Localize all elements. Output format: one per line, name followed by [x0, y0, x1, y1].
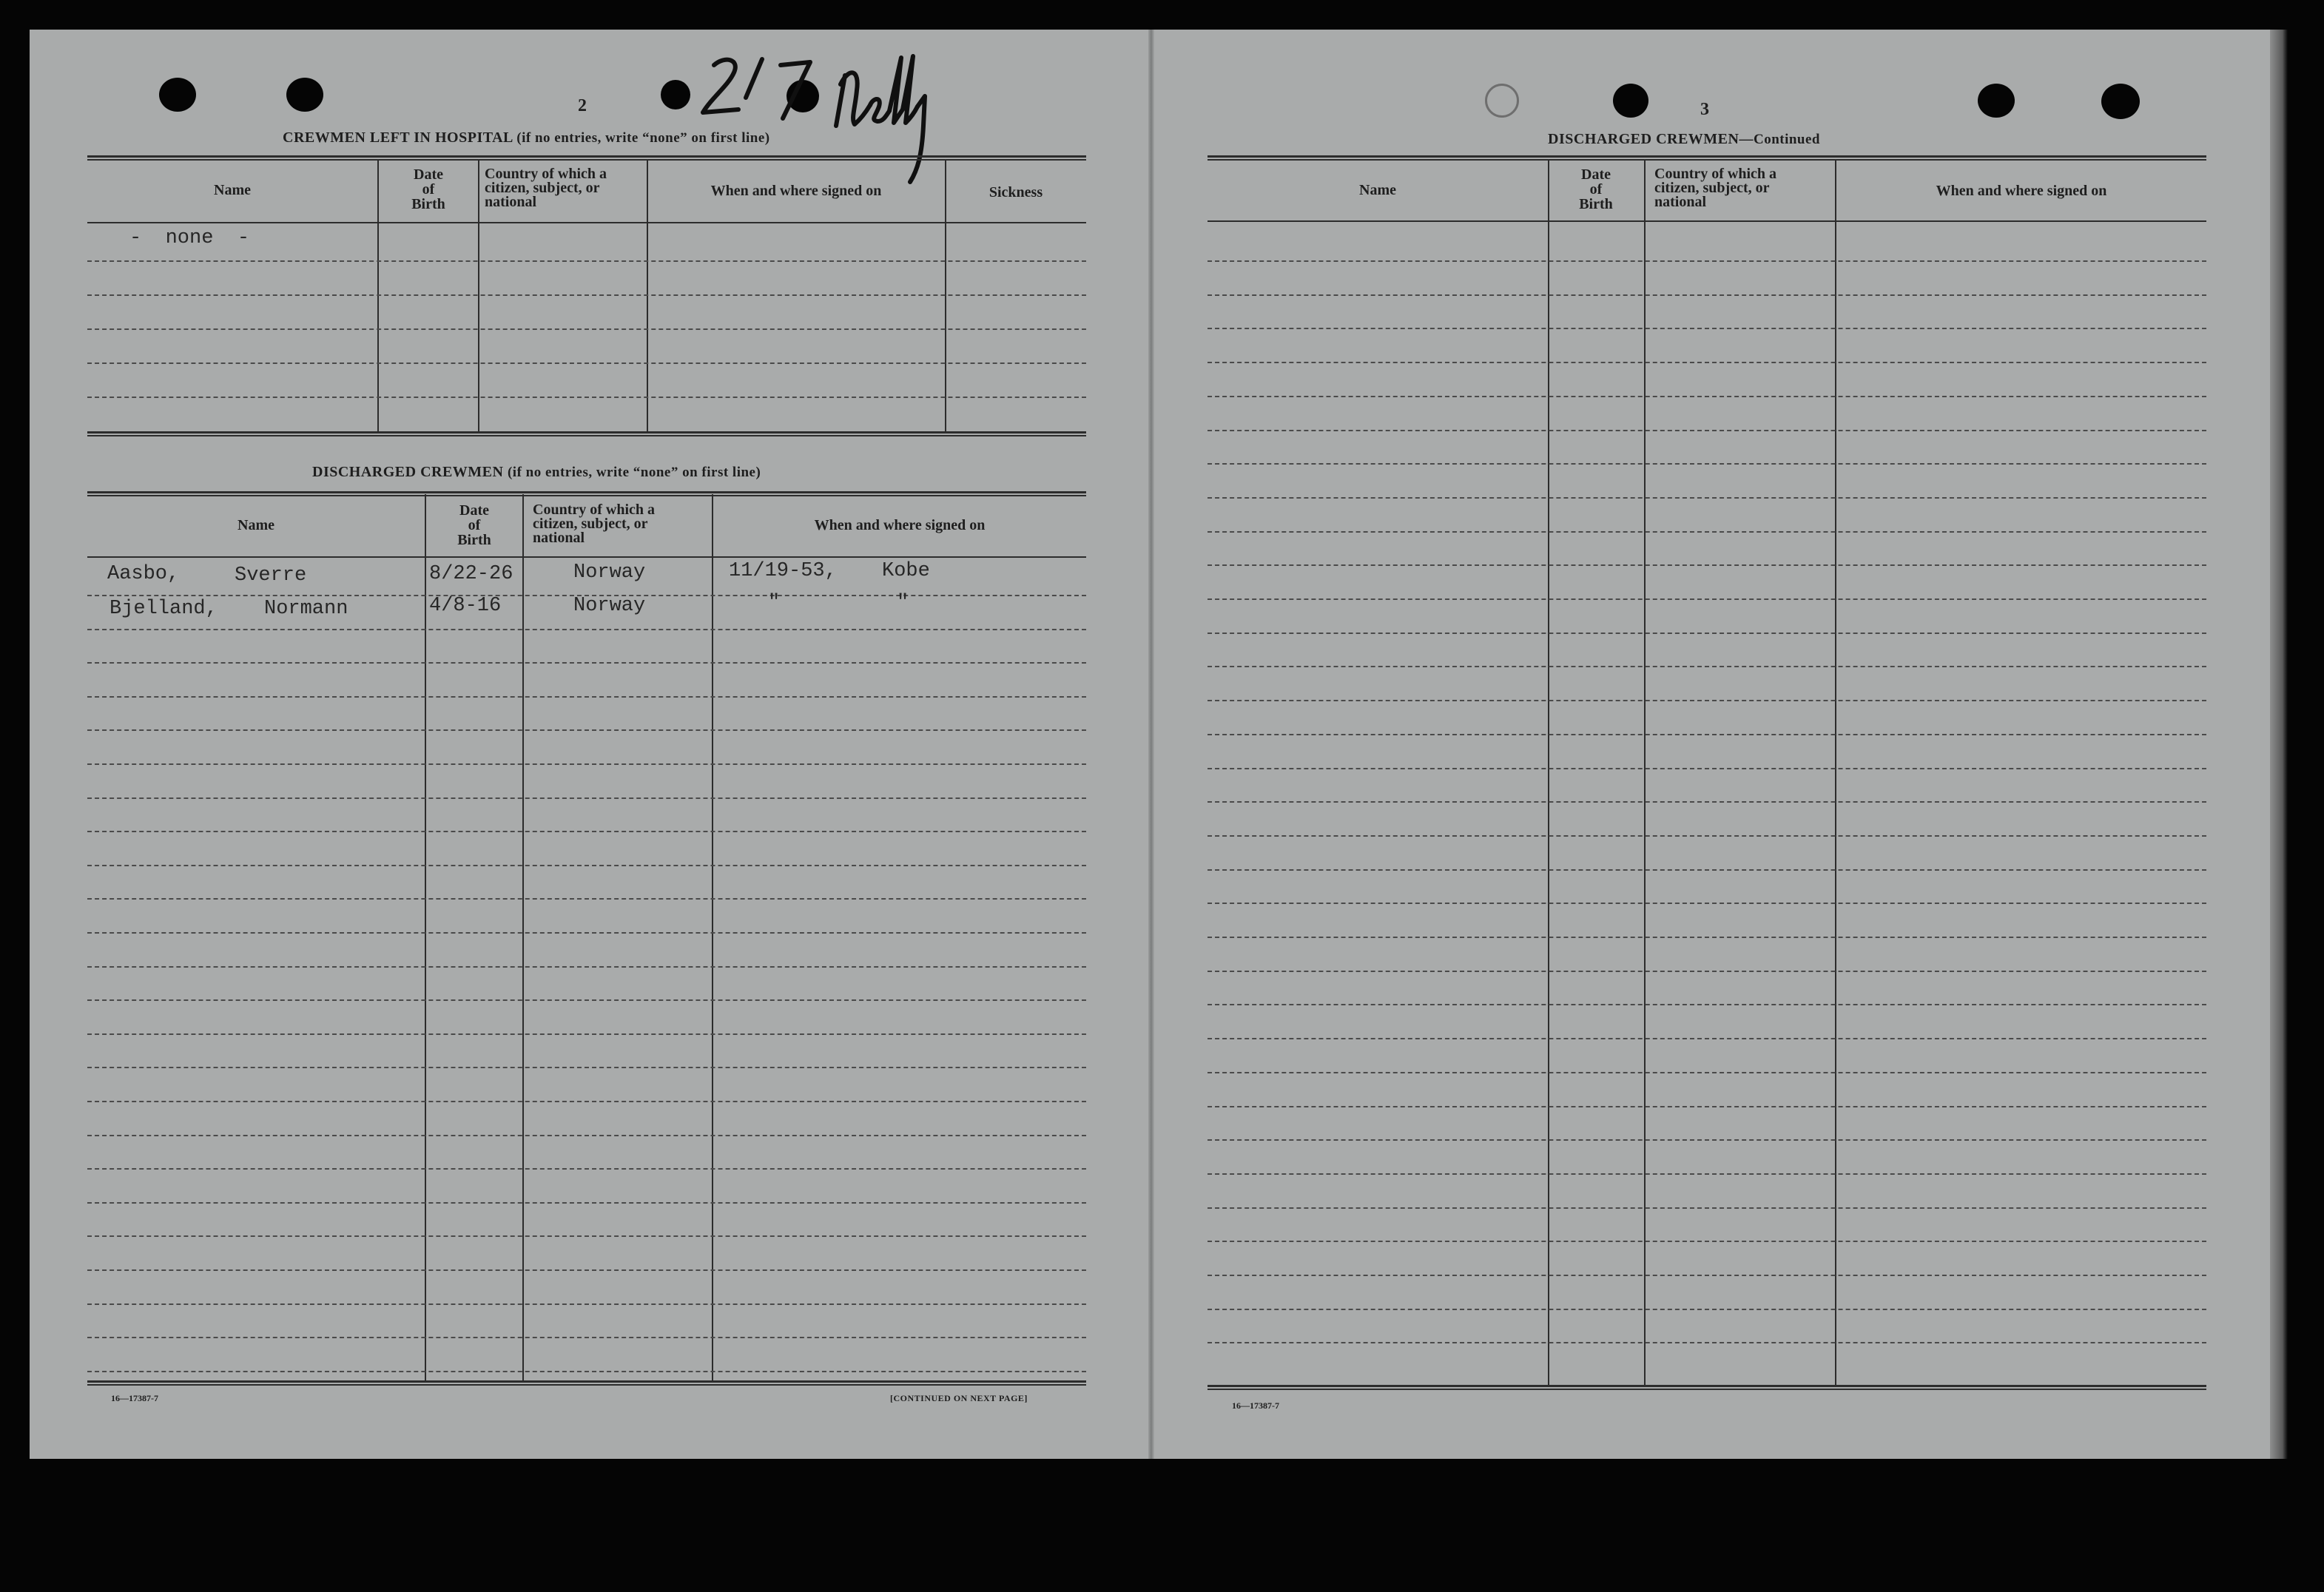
col-header-signed-on: When and where signed on — [1936, 183, 2107, 199]
ruled-line — [87, 729, 1086, 731]
column-divider — [522, 494, 524, 1382]
header-rule — [87, 222, 1086, 223]
ruled-line — [87, 260, 1086, 262]
crew-dob: 4/8-16 — [429, 595, 502, 617]
ruled-line — [1208, 260, 2206, 262]
hospital-entry: - none - — [129, 227, 250, 249]
col-header-sickness: Sickness — [988, 184, 1043, 200]
ruled-line — [1208, 598, 2206, 600]
ruled-line — [1208, 1072, 2206, 1073]
ruled-line — [1208, 971, 2206, 972]
punch-hole — [286, 78, 323, 112]
ruled-line — [87, 1303, 1086, 1305]
ruled-line — [87, 1269, 1086, 1271]
ruled-line — [87, 397, 1086, 398]
crew-dob: 8/22-26 — [429, 563, 513, 585]
punch-hole — [1613, 84, 1648, 118]
ruled-line — [87, 1033, 1086, 1035]
table-top-rule — [1208, 155, 2206, 161]
crew-country: Norway — [573, 561, 646, 584]
col-header-country: Country of which a citizen, subject, or national — [533, 502, 656, 546]
table-bottom-rule — [87, 1380, 1086, 1386]
ruled-line — [1208, 734, 2206, 735]
ruled-line — [1208, 633, 2206, 634]
ruled-line — [1208, 1275, 2206, 1276]
ruled-line — [1208, 903, 2206, 904]
ruled-line — [87, 696, 1086, 698]
ruled-line — [87, 865, 1086, 866]
discharged-title-text: DISCHARGED CREWMEN — [312, 464, 504, 480]
ruled-line — [1208, 497, 2206, 499]
ruled-line — [1208, 700, 2206, 701]
punch-hole — [1978, 84, 2015, 118]
col-header-name: Name — [214, 182, 251, 198]
ruled-line — [1208, 768, 2206, 769]
ruled-line — [87, 999, 1086, 1001]
column-divider — [425, 494, 426, 1382]
page-fold — [1148, 30, 1154, 1459]
ruled-line — [1208, 328, 2206, 329]
table-top-rule — [87, 491, 1086, 496]
ruled-line — [1208, 1309, 2206, 1310]
crew-country: Norway — [573, 595, 646, 617]
ruled-line — [87, 898, 1086, 900]
crew-surname: Bjelland, — [110, 598, 218, 620]
form-number: 16—17387-7 — [111, 1393, 158, 1403]
ruled-line — [1208, 430, 2206, 431]
col-header-dob: Date of Birth — [1579, 166, 1613, 212]
crew-signed-place: Kobe — [882, 560, 930, 582]
discharged-section-title — [312, 464, 761, 481]
ruled-line — [87, 1202, 1086, 1204]
handwritten-annotation — [651, 52, 962, 200]
crew-signed-date: " — [768, 592, 781, 614]
col-header-signed-on: When and where signed on — [814, 517, 986, 533]
ruled-line — [1208, 801, 2206, 803]
ruled-line — [1208, 1207, 2206, 1209]
hospital-title-text: CREWMEN LEFT IN HOSPITAL — [283, 129, 513, 146]
ruled-line — [87, 763, 1086, 765]
ruled-line — [1208, 1038, 2206, 1039]
table-bottom-rule — [1208, 1385, 2206, 1390]
ruled-line — [1208, 1241, 2206, 1242]
column-divider — [1644, 159, 1646, 1387]
crew-signed-date: 11/19-53, — [729, 560, 837, 582]
ruled-line — [1208, 1106, 2206, 1107]
right-section-title — [1548, 131, 1820, 148]
col-header-name: Name — [238, 517, 274, 533]
ruled-line — [87, 797, 1086, 799]
ruled-line — [87, 1067, 1086, 1068]
ruled-line — [87, 1235, 1086, 1237]
column-divider — [1548, 159, 1549, 1387]
ruled-line — [1208, 463, 2206, 465]
form-number: 16—17387-7 — [1232, 1400, 1279, 1411]
ruled-line — [1208, 362, 2206, 363]
right-page — [1151, 30, 2270, 1459]
table-top-rule — [87, 155, 1086, 161]
header-rule — [87, 556, 1086, 558]
ruled-line — [1208, 294, 2206, 296]
col-header-name: Name — [1359, 182, 1396, 198]
header-rule — [1208, 220, 2206, 222]
ruled-line — [1208, 835, 2206, 837]
page-number: 2 — [578, 96, 587, 115]
ruled-line — [1208, 1139, 2206, 1141]
column-divider — [712, 494, 713, 1382]
column-divider — [647, 159, 648, 433]
col-header-dob: Date of Birth — [411, 166, 445, 212]
punch-hole-faint — [1485, 84, 1519, 118]
column-divider — [478, 159, 479, 433]
continued-note: [CONTINUED ON NEXT PAGE] — [890, 1393, 1028, 1403]
right-title-text: DISCHARGED CREWMEN — [1548, 131, 1739, 147]
hospital-section-title — [283, 129, 770, 146]
col-header-country: Country of which a citizen, subject, or national — [485, 166, 607, 210]
ruled-line — [1208, 1342, 2206, 1343]
crew-signed-place: " — [897, 592, 909, 614]
ruled-line — [87, 966, 1086, 968]
col-header-dob: Date of Birth — [457, 502, 491, 548]
col-header-signed-on: When and where signed on — [710, 183, 882, 199]
ruled-line — [87, 362, 1086, 364]
col-header-country: Country of which a citizen, subject, or national — [1654, 166, 1777, 210]
table-bottom-rule — [87, 431, 1086, 436]
ruled-line — [1208, 564, 2206, 566]
crew-given-name: Sverre — [235, 564, 307, 587]
ruled-line — [1208, 396, 2206, 397]
ruled-line — [87, 1168, 1086, 1170]
ruled-line — [87, 1135, 1086, 1136]
ruled-line — [87, 629, 1086, 630]
ruled-line — [87, 1337, 1086, 1338]
punch-hole — [159, 78, 196, 112]
discharged-instruction: (if no entries, write “none” on first line) — [507, 465, 761, 480]
ruled-line — [1208, 1004, 2206, 1005]
crew-given-name: Normann — [264, 598, 348, 620]
ruled-line — [1208, 869, 2206, 871]
column-divider — [945, 159, 946, 433]
crew-surname: Aasbo, — [107, 563, 180, 585]
ruled-line — [87, 1371, 1086, 1372]
ruled-line — [87, 1101, 1086, 1102]
ruled-line — [87, 328, 1086, 330]
ruled-line — [1208, 1173, 2206, 1175]
hospital-instruction: (if no entries, write “none” on first line) — [516, 130, 770, 146]
ruled-line — [1208, 666, 2206, 667]
ruled-line — [87, 294, 1086, 296]
right-title-suffix: —Continued — [1739, 132, 1820, 147]
punch-hole — [2101, 84, 2140, 119]
column-divider — [1835, 159, 1836, 1387]
ruled-line — [87, 662, 1086, 664]
column-divider — [377, 159, 379, 433]
page-number: 3 — [1700, 100, 1709, 119]
ruled-line — [1208, 937, 2206, 938]
ruled-line — [1208, 531, 2206, 533]
ruled-line — [87, 831, 1086, 832]
ruled-line — [87, 932, 1086, 934]
